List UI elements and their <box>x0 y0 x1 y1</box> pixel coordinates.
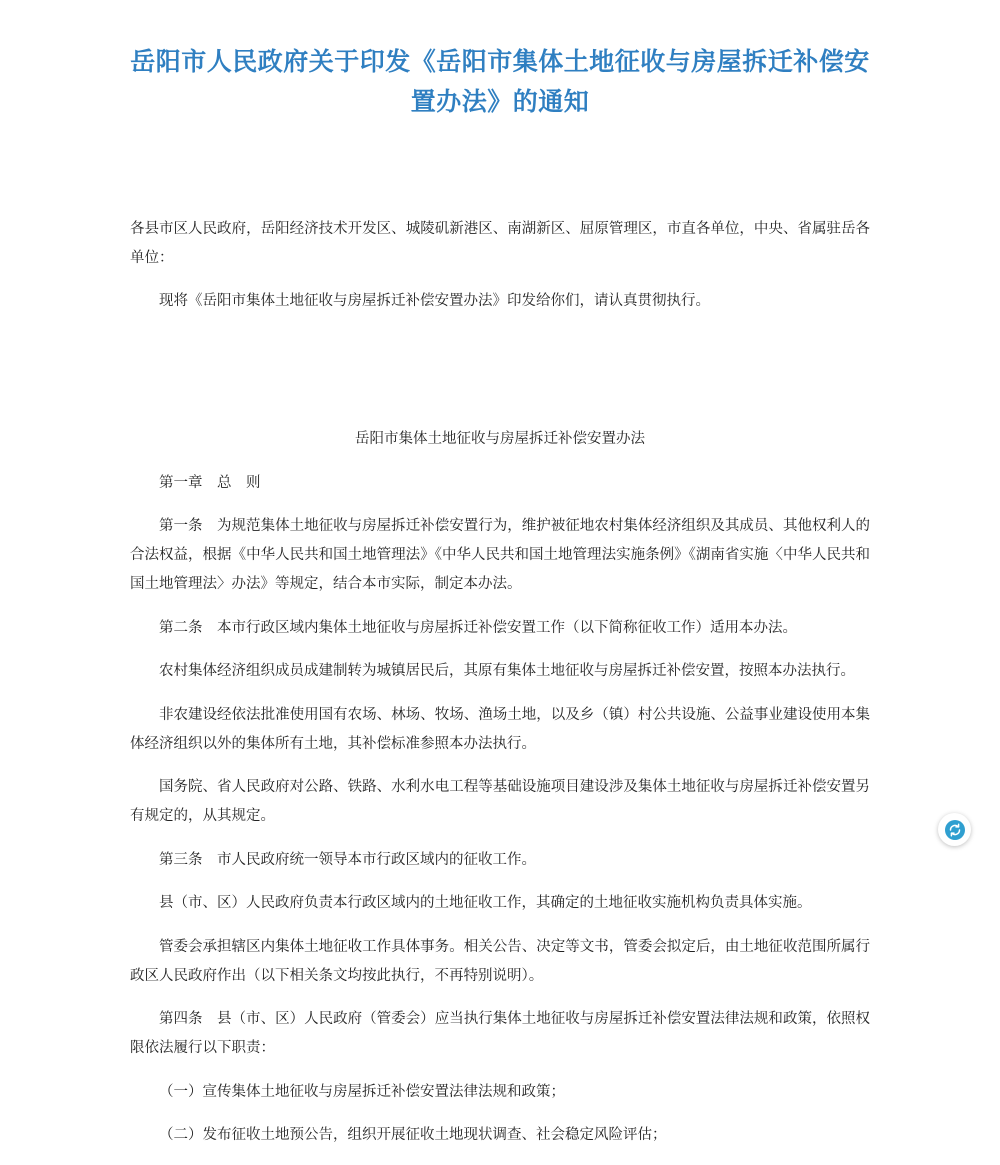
paragraph: 农村集体经济组织成员成建制转为城镇居民后，其原有集体土地征收与房屋拆迁补偿安置，按照本办法执行。 <box>159 663 855 679</box>
page-title: 岳阳市人民政府关于印发《岳阳市集体土地征收与房屋拆迁补偿安置办法》的通知 <box>130 48 870 116</box>
section-spacer <box>130 331 870 411</box>
paragraph: 第四条 县（市、区）人民政府（管委会）应当执行集体土地征收与房屋拆迁补偿安置法律法规和政策，依照权限依法履行以下职责： <box>130 1011 870 1056</box>
document-body <box>130 215 870 1151</box>
paragraph: 县（市、区）人民政府负责本行政区域内的土地征收工作，其确定的土地征收实施机构负责具体实施。 <box>159 895 812 911</box>
paragraph: 非农建设经依法批准使用国有农场、林场、牧场、渔场土地，以及乡（镇）村公共设施、公益事业建设使用本集体经济组织以外的集体所有土地，其补偿标准参照本办法执行。 <box>130 706 870 752</box>
paragraph: 第一条 为规范集体土地征收与房屋拆迁补偿安置行为，维护被征地农村集体经济组织及其成员、其他权利人的合法权益，根据《中华人民共和国土地管理法》《中华人民共和国土地管理法实施条例》《湖南省实施〈中华人民共和国土地管理法〉办法》等规定，结合本市实际，制定本办法。 <box>130 518 870 592</box>
paragraph: 第一章 总 则 <box>159 474 261 491</box>
intro-paragraph: 现将《岳阳市集体土地征收与房屋拆迁补偿安置办法》印发给你们，请认真贯彻执行。 <box>159 293 710 309</box>
paragraph: 第三条 市人民政府统一领导本市行政区域内的征收工作。 <box>159 851 536 868</box>
sub-title: 岳阳市集体土地征收与房屋拆迁补偿安置办法 <box>355 431 645 447</box>
paragraph: 国务院、省人民政府对公路、铁路、水利水电工程等基础设施项目建设涉及集体土地征收与房屋拆迁补偿安置另有规定的，从其规定。 <box>130 779 870 824</box>
addressee-line: 各县市区人民政府，岳阳经济技术开发区、城陵矶新港区、南湖新区、屈原管理区，市直各单位，中央、省属驻岳各单位： <box>130 220 870 266</box>
paragraph: 管委会承担辖区内集体土地征收工作具体事务。相关公告、决定等文书，管委会拟定后，由土地征收范围所属行政区人民政府作出（以下相关条文均按此执行，不再特别说明）。 <box>130 938 870 984</box>
refresh-circle-icon[interactable] <box>938 813 971 846</box>
document-page <box>0 42 1000 1150</box>
title-spacer <box>0 122 1000 200</box>
paragraph: 第二条 本市行政区域内集体土地征收与房屋拆迁补偿安置工作（以下简称征收工作）适用本办法。 <box>159 619 797 636</box>
paragraph: （一）宣传集体土地征收与房屋拆迁补偿安置法律法规和政策； <box>159 1083 565 1100</box>
paragraph: （二）发布征收土地预公告，组织开展征收土地现状调查、社会稳定风险评估； <box>159 1127 667 1143</box>
